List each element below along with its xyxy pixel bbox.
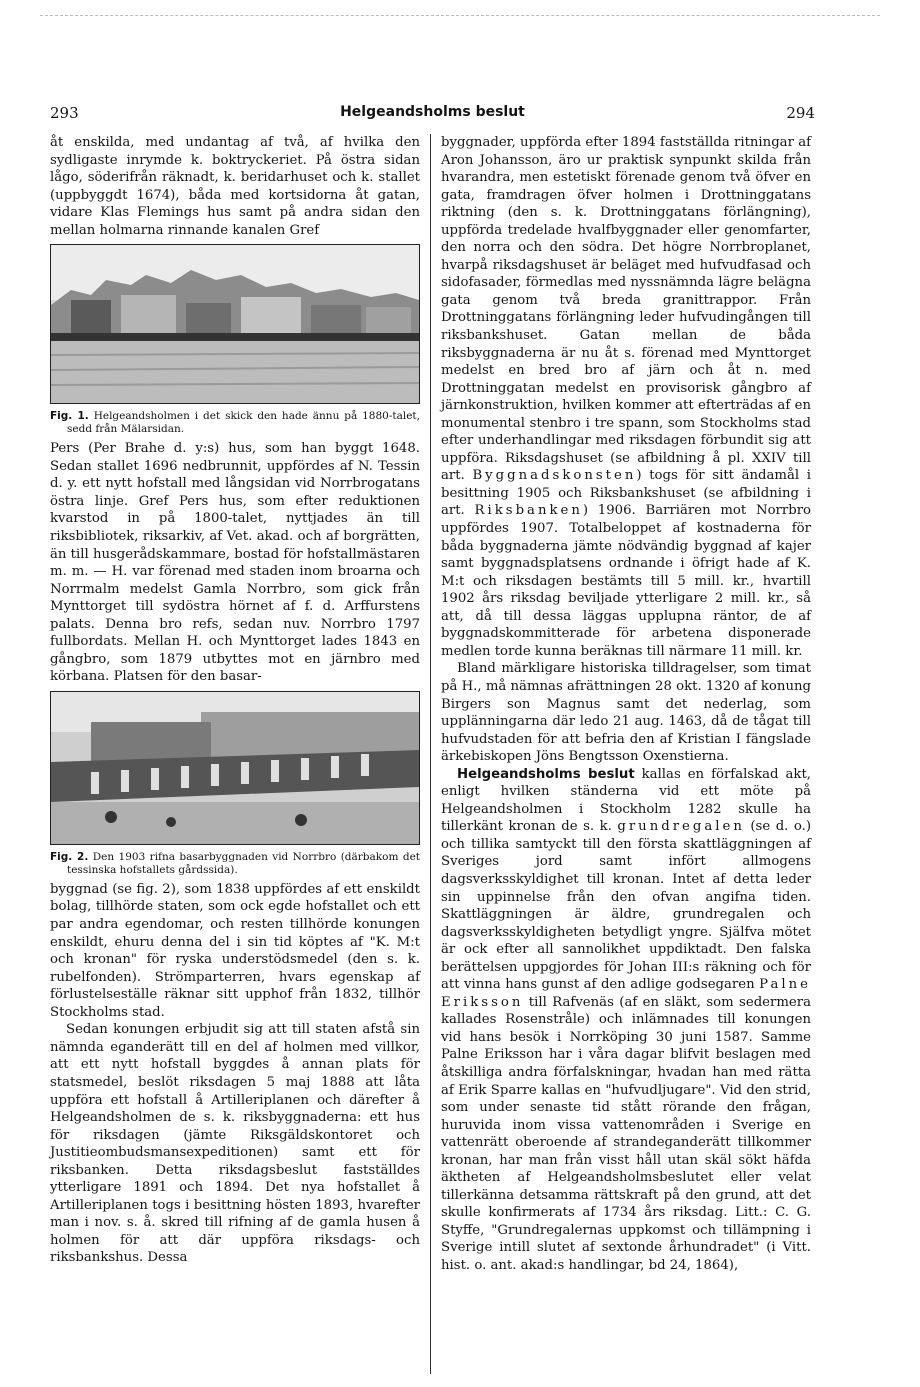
spaced-name: Palne Eriksson	[441, 977, 811, 1010]
top-rule	[40, 15, 880, 16]
figure-1-photo	[50, 244, 420, 404]
spaced-reference: grundregalen	[617, 819, 745, 835]
figure-2-label: Fig. 2.	[50, 850, 89, 863]
paragraph: Pers (Per Brahe d. y:s) hus, som han byggt 1648. Sedan stallet 1696 nedbrunnit, uppfördes af N. Tessin d. y. ett nytt hofstall med långsidan vid Norrbrogatans östra linje. Gref Pers hus, som efter reduktionen kvarstod in på 1800-talet, nyttjades än till riksbibliotek, riksarkiv, af Vet. akad. och af borgrätten, än till husgerådskammare, bostad för hofstallmästaren m. m. — H. var förenad med staden inom broarna och Norrmalm medelst Gamla Norrbro, som gick från Mynttorget till sydöstra hörnet af f. d. Arffurstens palats. Denna bro refs, sedan nuv. Norrbro 1797 fullbordats. Mellan H. och Mynttorget lades 1843 en gångbro, som 1879 utbyttes mot en järnbro med körbana. Platsen för den basar-	[50, 441, 420, 685]
right-column	[441, 134, 811, 1275]
text-run: till Rafvenäs (af en släkt, som sedermera kallades Rosenstråle) och inlämnades till konungen vid hans besök i Norrköping 30 juni 1587. Samme Palne Eriksson har i våra dagar blifvit beslagen med åtskilliga andra förfalskningar, hvadan han med rätta af Erik Sparre kallas en "hufvudljugare". Vid den strid, som under senaste tid stått rörande den frågan, huruvida inom vissa vattenområden i Sverige en vattenrätt oberoende af strandeganderätt tillkommer kronan, har man från visst håll utan skäl sökt häfda äktheten af Helgeandsholmsbeslutet eller velat tillerkänna detsamma rättskraft på den grund, att det skulle konfirmerats af 1734 års riksdag. Litt.: C. G. Styffe, "Grundregalernas uppkomst och tillämpning i Sverige intill slutet af sextonde århundradet" (i Vitt. hist. o. ant. akad:s handlingar, bd 24, 1864),	[441, 994, 811, 1273]
entry-paragraph	[441, 766, 811, 1275]
entry-headword: Helgeandsholms beslut	[457, 766, 635, 782]
column-divider	[430, 134, 431, 1374]
text-run: Skattläggningen är äldre, grundregalen och dagsverksskyldigheten betydligt yngre. Själfva mötet är ock efter all sannolikhet uppdiktadt. Den falska berättelsen uppgjordes för Johan III:s räkning och för att vinna hans gunst af den adlige godsegaren	[441, 907, 811, 993]
figure-1-caption	[50, 410, 420, 436]
figure-1-caption-text: Helgeandsholmen i det skick den hade ännu på 1880-talet, sedd från Mälarsidan.	[67, 410, 420, 436]
running-title: Helgeandsholms beslut	[340, 104, 525, 120]
paragraph: Sedan konungen erbjudit sig att till staten afstå sin nämnda eganderätt till en del af holmen med villkor, att ett nytt hofstall byggdes å annan plats för statsmedel, beslöt riksdagen 5 maj 1888 att låta uppföra ett hofstall å Artilleriplanen och därefter å Helgeandsholmen de s. k. riksbyggnaderna: ett hus för riksdagen (jämte Riksgäldskontoret och Justitieombudsmansexpeditionen) samt ett för riksbanken. Detta riksdagsbeslut fastställdes ytterligare 1891 och 1894. Det nya hofstallet å Artilleriplanen togs i besittning hösten 1893, hvarefter man i nov. s. å. skred till rifning af de gamla husen å holmen för att där uppföra riksdags- och riksbankshus. Dessa	[50, 1022, 420, 1266]
page-number-right: 294	[786, 104, 815, 122]
text-run: ) togs för sitt ändamål i besittning 1905 och Riksbankshuset (se afbildning i art.	[441, 468, 812, 519]
figure-1	[50, 244, 420, 436]
figure-2	[50, 691, 420, 877]
text-run: ) 1906. Barriären mot Norrbro uppfördes 1907. Totalbeloppet af kostnaderna för båda byggnaderna jämte nödvändig byggnad af kajer samt byggnadsplatsens ordnande i öfrigt hade af K. M:t och riksdagen bestämts till 5 mill. kr., hvartill 1902 års riksdag beviljade ytterligare 2 mill. kr., så att, då till dessa läggas upplupna räntor, de af byggnadskommitterade för arbetena disponerade medlen torde kunna beräknas till närmare 11 mill. kr.	[441, 503, 812, 659]
page-header	[50, 104, 815, 124]
paragraph: byggnad (se fig. 2), som 1838 uppfördes af ett enskildt bolag, tillhörde staten, som ock egde hofstallet och ett par andra egendomar, och resten tillhörde konungen enskildt, ehuru denna del i sin tid köptes af "K. M:t och kronan" för ryska understödsmedel (den s. k. rubelfonden). Strömparterren, hvars egenskap af förlustelseställe räknar sitt upphof från 1832, tillhör Stockholms stad.	[50, 881, 420, 1020]
spaced-reference: Byggnadskonsten	[472, 468, 637, 484]
text-run: kallas en förfalskad akt, enligt hvilken ständerna vid ett möte på Helgeandsholmen i Stockholm 1282 skulle ha tillerkänt kronan de s. k.	[441, 766, 811, 835]
figure-2-photo	[50, 691, 420, 845]
paragraph	[441, 134, 811, 660]
paragraph: åt enskilda, med undantag af två, af hvilka den sydligaste inrymde k. boktryckeriet. På östra sidan lågo, söderifrån räknadt, k. beridarhuset och k. stallet (uppbyggdt 1674), båda med kortsidorna åt gatan, vidare Klas Flemings hus samt på andra sidan den mellan holmarna rinnande kanalen Gref	[50, 135, 420, 238]
paragraph: Bland märkligare historiska tilldragelser, som timat på H., må nämnas afrättningen 28 okt. 1320 af konung Birgers son Magnus samt det nederlag, som upplänningarna där ledo 21 aug. 1463, då de tågat till hufvudstaden för att befria den af Kristian I fängslade ärkebiskopen Jöns Bengtsson Oxenstierna.	[441, 661, 811, 765]
text-run: (se d. o.) och tillika samtyckt till den första skattläggningen af Sveriges jord samt infört allmogens dagsverksskyldighet till kronan. Intet af detta leder sin uppinnelse från den ofvan angifna tiden.	[441, 819, 811, 905]
page-number-left: 293	[50, 104, 79, 122]
figure-1-illustration	[51, 245, 419, 403]
figure-1-label: Fig. 1.	[50, 410, 89, 423]
text-run: byggnader, uppförda efter 1894 fastställda ritningar af Aron Johansson, äro ur praktisk synpunkt skilda från hvarandra, men estetiskt förenade genom två öfver en gata, framdragen öfver holmen i Drottninggatans riktning (den s. k. Drottninggatans förlängning), uppförda tredelade hvalfbyggnader eller genomfarter, den norra och den södra. Det högre Norrbroplanet, hvarpå riksdagshuset är beläget med hufvudfasad och sidofasader, förmedlas med nyssnämnda lägre belägna gata genom två breda granittrappor. Från Drottninggatans förlängning leder hufvudingången till riksbankshuset. Gatan mellan de båda riksbyggnaderna är nu åt s. förenad med Mynttorget medelst en bred bro af järn och åt n. med Drottninggatan medelst en provisorisk gångbro af järnkonstruktion, hvilken kommer att efterträdas af en monumental stenbro i tre spann, som Stockholms stad efter underhandlingar med riksdagen förbundit sig att uppföra. Riksdagshuset (se afbildning å pl. XXIV till art.	[441, 135, 811, 484]
figure-2-caption-text: Den 1903 rifna basarbyggnaden vid Norrbro (därbakom det tessinska hofstallets gårdssida).	[67, 850, 420, 876]
left-column	[50, 134, 420, 1267]
spaced-reference: Riksbanken	[474, 503, 583, 519]
figure-2-caption	[50, 851, 420, 877]
figure-2-illustration	[51, 692, 419, 844]
